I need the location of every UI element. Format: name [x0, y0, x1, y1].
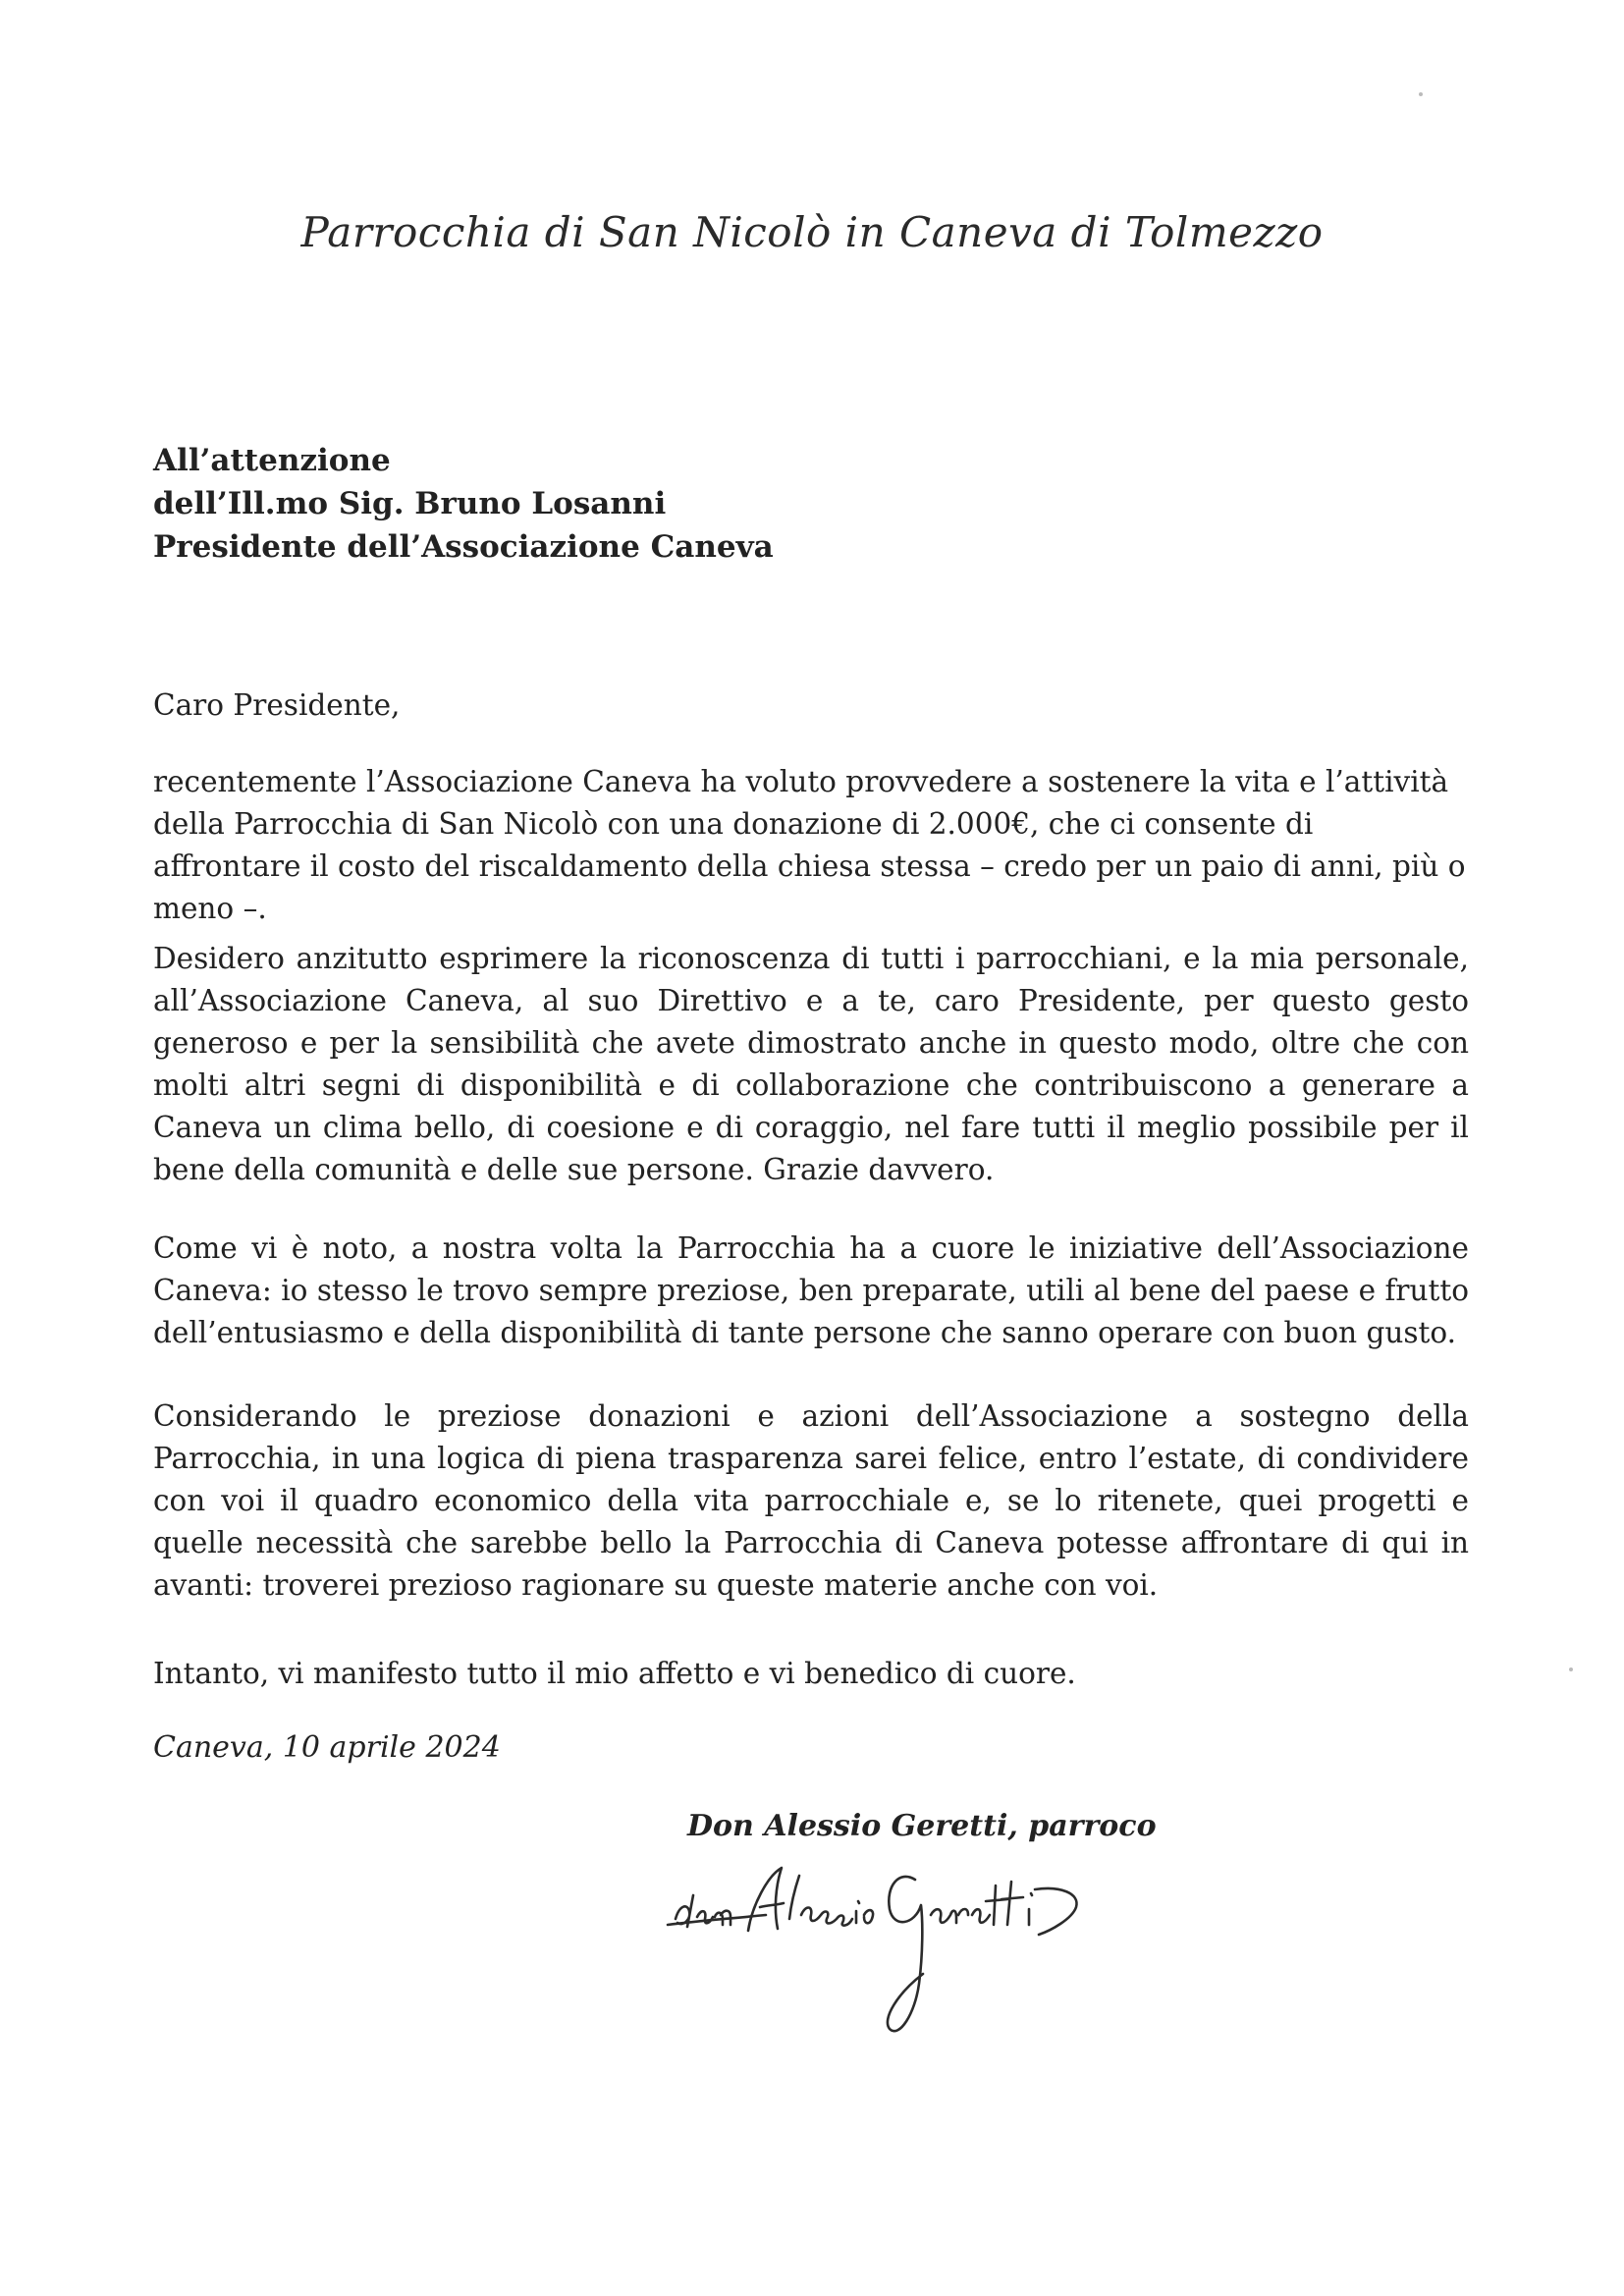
letterhead: Parrocchia di San Nicolò in Caneva di Tolmezzo [300, 208, 1324, 256]
paragraph-gratitude: Desidero anzitutto esprimere la riconoscenza di tutti i parrocchiani, e la mia personale, all’Associazione Caneva, al suo Direttivo e a te, caro Presidente, per questo gesto generoso e per la sensibilità che avete dimostrato anche in questo modo, oltre che con molti altri segni di disponibilità e di collaborazione che contribuiscono a generare a Caneva un clima bello, di coesione e di coraggio, nel fare tutti il meglio possibile per il bene della comunità e delle sue persone. Grazie davvero. [153, 942, 1469, 1186]
recipient-line-name: dell’Ill.mo Sig. Bruno Losanni [153, 486, 667, 521]
recipient-line-title: Presidente dell’Associazione Caneva [153, 529, 774, 565]
place-date: Caneva, 10 aprile 2024 [153, 1730, 501, 1765]
handwritten-signature [658, 1846, 1119, 2072]
recipient-block [153, 439, 774, 569]
salutation: Caro Presidente, [153, 688, 401, 722]
paragraph-initiatives: Come vi è noto, a nostra volta la Parrocchia ha a cuore le iniziative dell’Associazione Caneva: io stesso le trovo sempre preziose, ben preparate, utili al bene del paese e frutto dell’entusiasmo e della disponibilità di tante persone che sanno operare con buon gusto. [153, 1231, 1469, 1349]
scan-speck [1569, 1667, 1573, 1671]
paragraph-donation: recentemente l’Associazione Caneva ha voluto provvedere a sostenere la vita e l’attività della Parrocchia di San Nicolò con una donazione di 2.000€, che ci consente di affrontare il costo del riscaldamento della chiesa stessa – credo per un paio di anni, più o meno –. [153, 765, 1466, 925]
closing-line: Intanto, vi manifesto tutto il mio affetto e vi benedico di cuore. [153, 1657, 1076, 1690]
scan-speck [1419, 92, 1423, 96]
recipient-line-attention: All’attenzione [153, 443, 391, 478]
paragraph-transparency: Considerando le preziose donazioni e azioni dell’Associazione a sostegno della Parrocchia, in una logica di piena trasparenza sarei felice, entro l’estate, di condividere con voi il quadro economico della vita parrocchiale e, se lo ritenete, quei progetti e quelle necessità che sarebbe bello la Parrocchia di Caneva potesse affrontare di qui in avanti: troverei prezioso ragionare su queste materie anche con voi. [153, 1399, 1469, 1602]
signer-name: Don Alessio Geretti, parroco [687, 1809, 1157, 1843]
